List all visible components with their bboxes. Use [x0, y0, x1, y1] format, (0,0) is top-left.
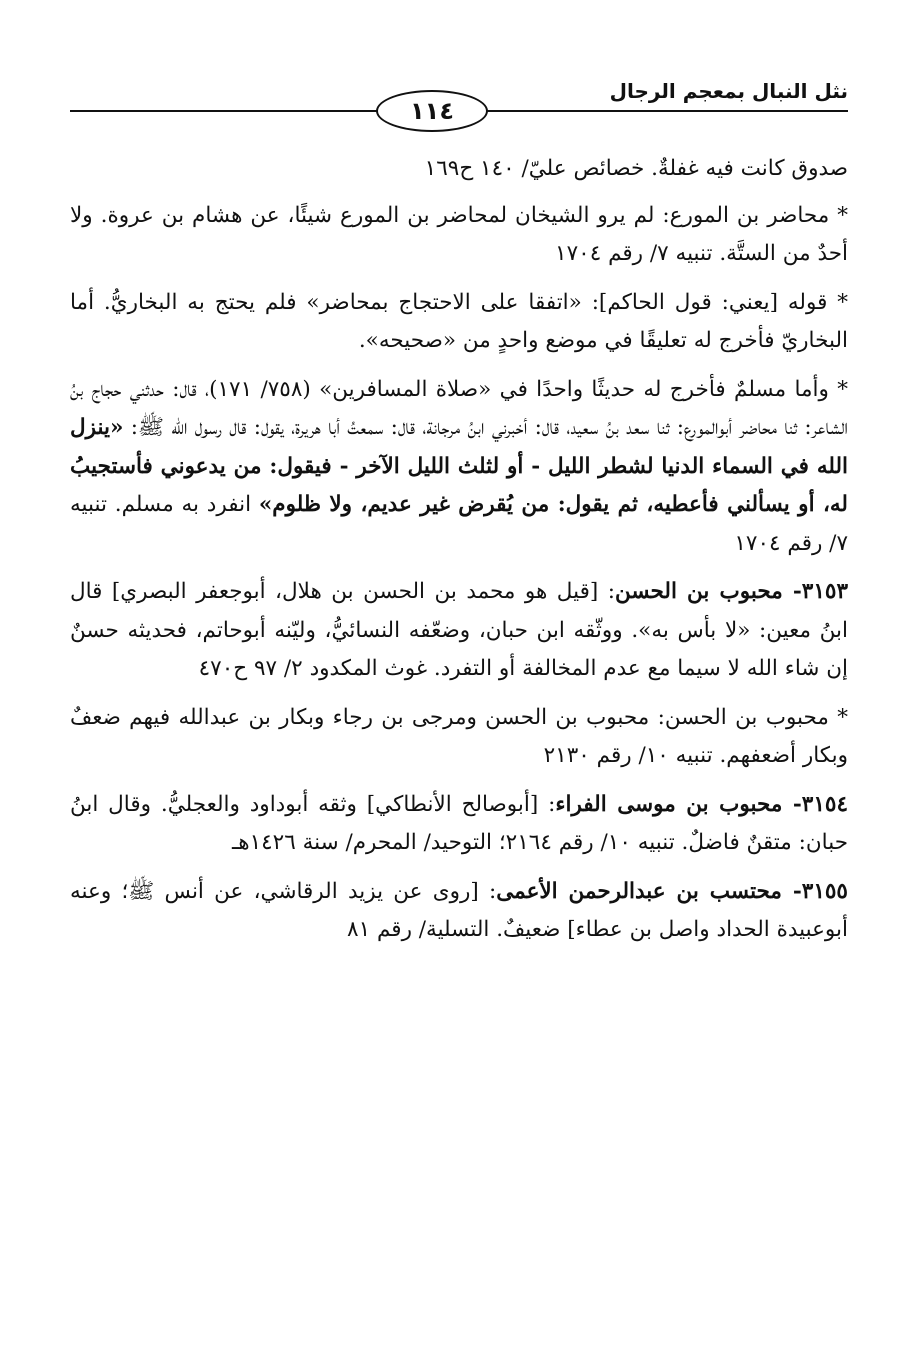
paragraph-text: * وأما مسلمٌ فأخرج له حديثًا واحدًا في «صلاة المسافرين» (٧٥٨/ ١٧١)، قال: حدثني حجاج بنُ الشاعر: ثنا محاضر أبوالمورع: ثنا سعد بنُ سعيد، قال: أخبرني ابنُ مرجانة، قال: سمعتُ أبا هريرة، يقول: قال رسول الله ﷺ:: [70, 376, 848, 440]
entry-name: محتسب بن عبدالرحمن الأعمى: [496, 878, 782, 904]
entry-name: محبوب بن الحسن: [614, 579, 783, 604]
page-body: [70, 150, 848, 960]
paragraph: * قوله [يعني: قول الحاكم]: «اتفقا على الاحتجاج بمحاضر» فلم يحتج به البخاريُّ. أما البخاريّ فأخرج له تعليقًا في موضع واحدٍ من «صحيحه».: [70, 289, 848, 353]
entry-number: ٣١٥٥-: [781, 878, 848, 904]
entry-3154: [70, 786, 848, 863]
paragraph: * محاضر بن المورع: لم يرو الشيخان لمحاضر بن المورع شيئًا، عن هشام بن عروة. ولا أحدٌ من الستَّة. تنبيه ٧/ رقم ١٧٠٤: [70, 202, 848, 266]
entry-text: : [روى عن يزيد الرقاشي، عن أنس ﷺ؛ وعنه أبوعبيدة الحداد واصل بن عطاء] ضعيفٌ. التسلية/ رقم ٨١: [70, 878, 848, 942]
entry-number: ٣١٥٣-: [782, 579, 848, 604]
entry-3155: [70, 873, 848, 950]
entry-text: : [قيل هو محمد بن الحسن بن هلال، أبوجعفر البصري] قال ابنُ معين: «لا بأس به». ووثّقه ابن حبان، وضعّفه النسائيُّ، وليّنه أبوحاتم، فحديثه حسنٌ إن شاء الله لا سيما مع عدم المخالفة أو التفرد. غوث المكدود ٢/ ٩٧ ح٤٧٠: [70, 579, 848, 681]
hadith-quote: «ينزل الله في السماء الدنيا لشطر الليل - أو لثلث الليل الآخر - فيقول: من يدعوني فأستجيبُ له، أو يسألني فأعطيه، ثم يقول: من يُقرض غير عديم، ولا ظلوم»: [70, 415, 848, 517]
page-header: [70, 78, 848, 125]
paragraph: صدوق كانت فيه غفلةٌ. خصائص عليّ/ ١٤٠ ح١٦٩: [424, 156, 848, 181]
entry-name: محبوب بن موسى الفراء: [555, 791, 783, 817]
paragraph-text: انفرد به مسلم. تنبيه ٧/ رقم ١٧٠٤: [70, 492, 848, 556]
entry-text: : [أبوصالح الأنطاكي] وثقه أبوداود والعجليُّ. وقال ابنُ حبان: متقنٌ فاضلٌ. تنبيه ١٠/ رقم ٢١٦٤؛ التوحيد/ المحرم/ سنة ١٤٢٦هـ: [70, 791, 848, 855]
page-number: ١١٤: [376, 90, 488, 132]
paragraph: [70, 371, 848, 564]
running-title: نثل النبال بمعجم الرجال: [609, 79, 848, 103]
entry-number: ٣١٥٤-: [782, 791, 848, 817]
paragraph: * محبوب بن الحسن: محبوب بن الحسن ومرجى بن رجاء وبكار بن عبدالله فيهم ضعفٌ وبكار أضعفهم. تنبيه ١٠/ رقم ٢١٣٠: [70, 704, 848, 768]
entry-3153: [70, 573, 848, 689]
